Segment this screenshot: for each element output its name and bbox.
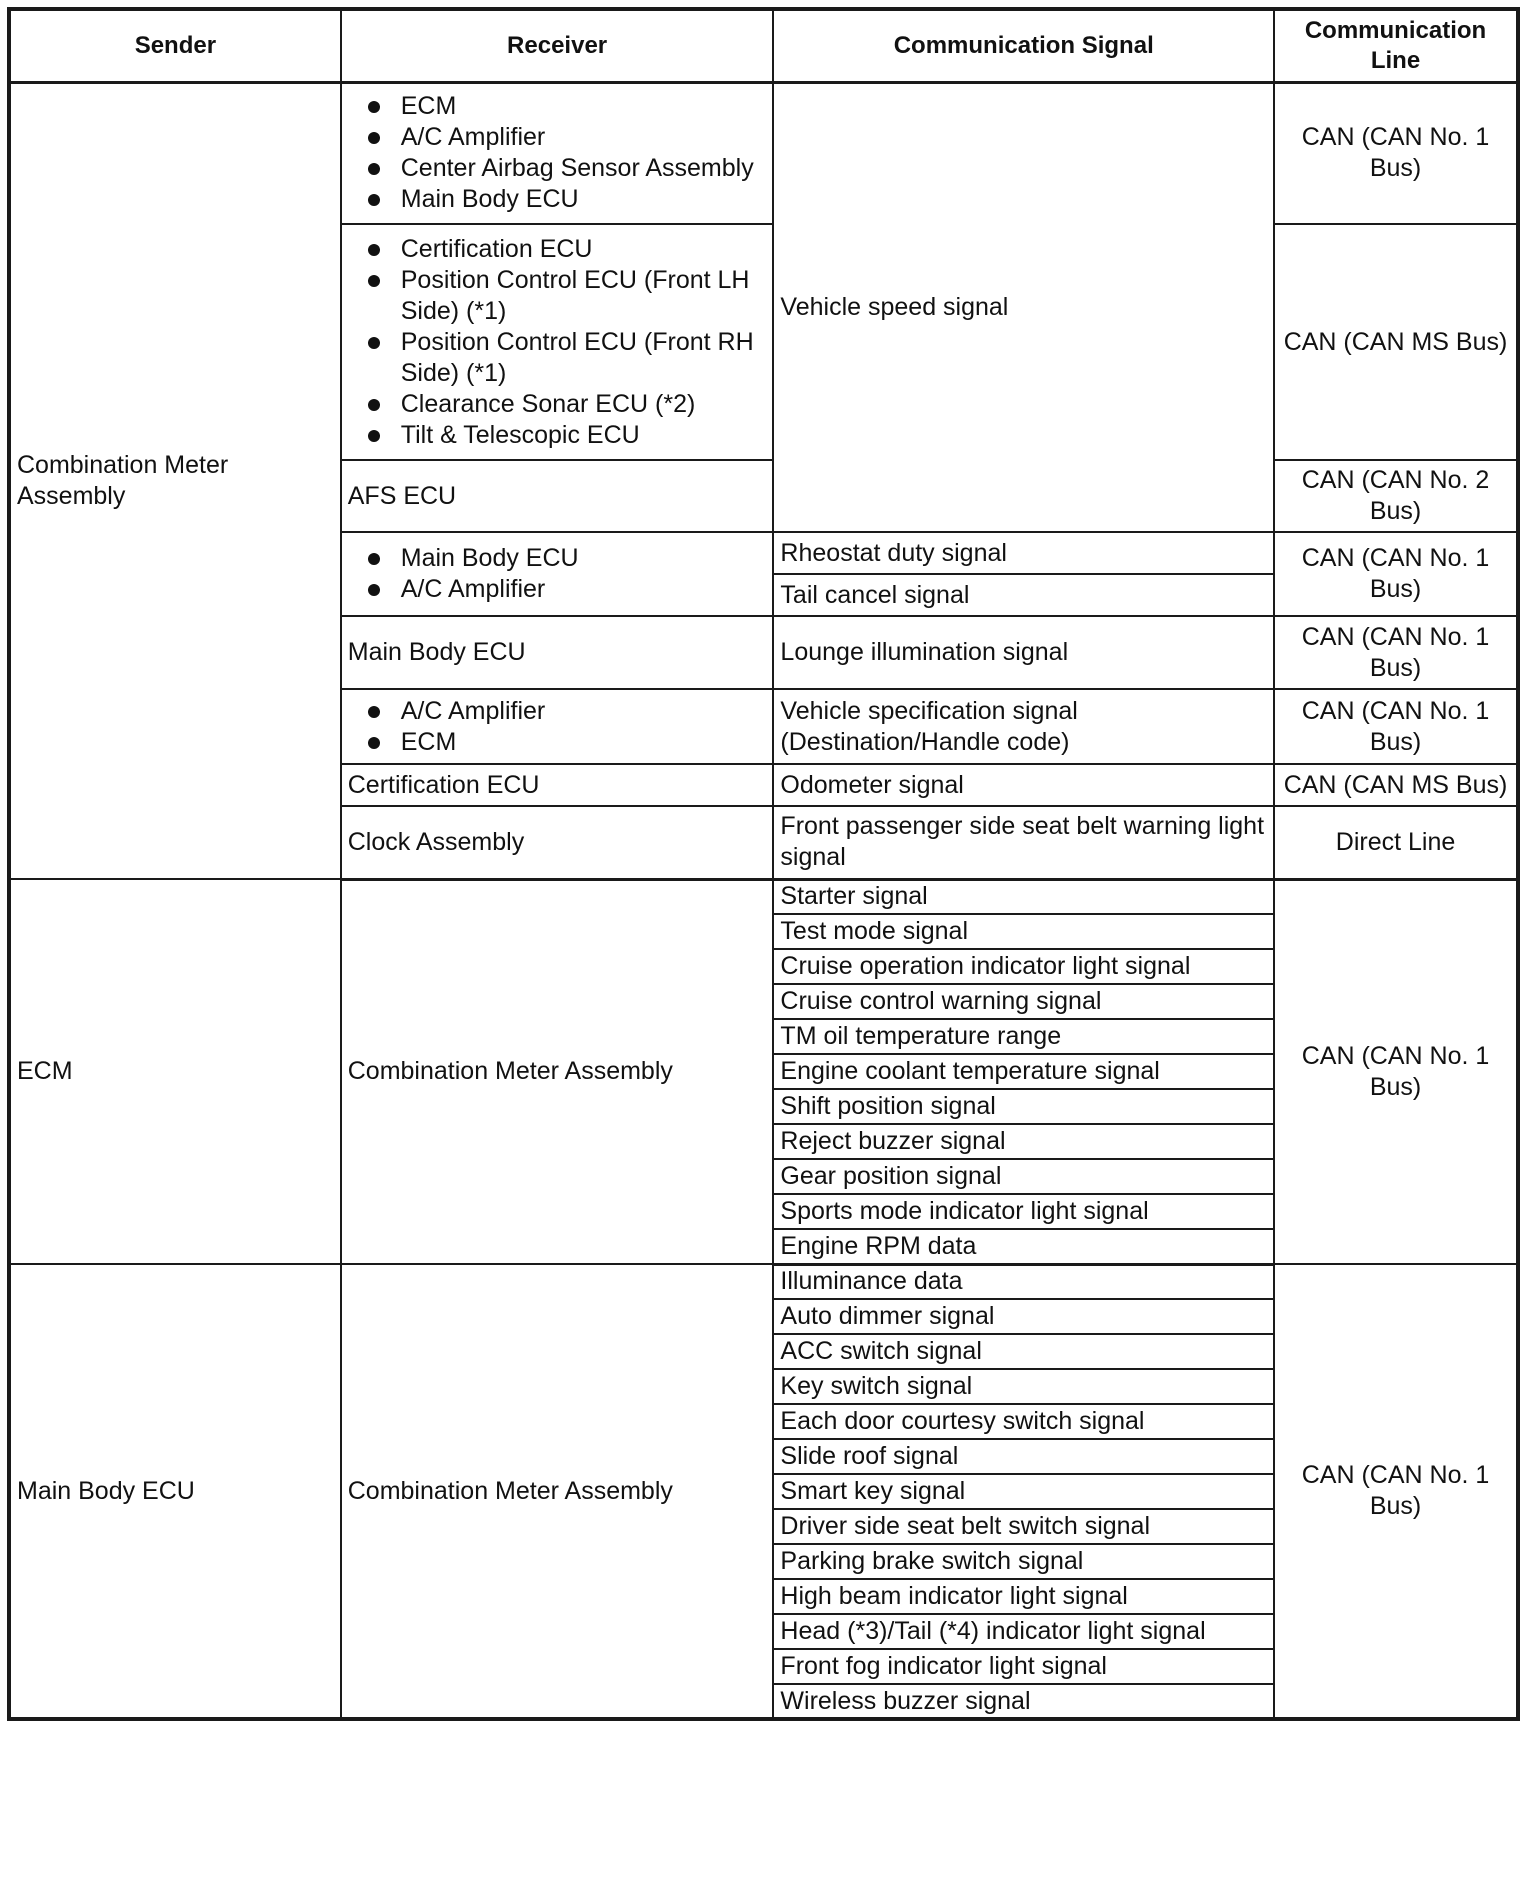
receiver-cell: Clock Assembly: [341, 806, 774, 879]
bullet-icon: [368, 337, 380, 349]
bullet-icon: [368, 163, 380, 175]
main-body-group: [9, 1264, 1518, 1719]
list-item: Main Body ECU: [348, 543, 767, 574]
receiver-cell: [341, 532, 774, 616]
signal-cell: High beam indicator light signal: [773, 1579, 1274, 1614]
signal-cell: Sports mode indicator light signal: [773, 1194, 1274, 1229]
signal-cell: Tail cancel signal: [773, 574, 1274, 616]
signal-cell: Starter signal: [773, 879, 1274, 914]
receiver-list: [348, 234, 767, 451]
communication-table: [7, 7, 1520, 1721]
signal-cell: Key switch signal: [773, 1369, 1274, 1404]
signal-cell: Vehicle speed signal: [773, 82, 1274, 532]
sender-cell: Main Body ECU: [9, 1264, 341, 1719]
line-cell: CAN (CAN No. 1 Bus): [1274, 616, 1518, 689]
bullet-icon: [368, 132, 380, 144]
receiver-list: [348, 91, 767, 215]
signal-cell: Reject buzzer signal: [773, 1124, 1274, 1159]
signal-cell: Odometer signal: [773, 764, 1274, 806]
bullet-icon: [368, 737, 380, 749]
list-item: Position Control ECU (Front RH Side) (*1): [348, 327, 767, 389]
bullet-icon: [368, 706, 380, 718]
header-row: [9, 9, 1518, 82]
header-receiver: Receiver: [341, 9, 774, 82]
receiver-cell: [341, 224, 774, 460]
bullet-icon: [368, 553, 380, 565]
list-item: Main Body ECU: [348, 184, 767, 215]
sender-cell: Combination Meter Assembly: [9, 82, 341, 879]
bullet-icon: [368, 399, 380, 411]
header-communication-signal: Communication Signal: [773, 9, 1274, 82]
list-item: Tilt & Telescopic ECU: [348, 420, 767, 451]
receiver-cell: [341, 82, 774, 224]
line-cell: CAN (CAN No. 1 Bus): [1274, 1264, 1518, 1719]
signal-cell: Test mode signal: [773, 914, 1274, 949]
bullet-icon: [368, 584, 380, 596]
signal-cell: Each door courtesy switch signal: [773, 1404, 1274, 1439]
signal-cell: Driver side seat belt switch signal: [773, 1509, 1274, 1544]
table-row: [9, 82, 1518, 224]
signal-cell: Head (*3)/Tail (*4) indicator light signal: [773, 1614, 1274, 1649]
signal-cell: Rheostat duty signal: [773, 532, 1274, 574]
signal-cell: Wireless buzzer signal: [773, 1684, 1274, 1719]
header-communication-line: Communication Line: [1274, 9, 1518, 82]
signal-cell: Cruise operation indicator light signal: [773, 949, 1274, 984]
signal-cell: Auto dimmer signal: [773, 1299, 1274, 1334]
signal-cell: ACC switch signal: [773, 1334, 1274, 1369]
receiver-list: [348, 543, 767, 605]
header-sender: Sender: [9, 9, 341, 82]
list-item: Position Control ECU (Front LH Side) (*1): [348, 265, 767, 327]
bullet-icon: [368, 194, 380, 206]
list-item: A/C Amplifier: [348, 122, 767, 153]
receiver-cell: Combination Meter Assembly: [341, 879, 774, 1264]
line-cell: CAN (CAN No. 1 Bus): [1274, 879, 1518, 1264]
bullet-icon: [368, 244, 380, 256]
line-cell: Direct Line: [1274, 806, 1518, 879]
signal-cell: Front fog indicator light signal: [773, 1649, 1274, 1684]
line-cell: CAN (CAN No. 1 Bus): [1274, 82, 1518, 224]
signal-cell: Parking brake switch signal: [773, 1544, 1274, 1579]
table-row: [9, 879, 1518, 914]
table-row: [9, 1264, 1518, 1299]
list-item: Clearance Sonar ECU (*2): [348, 389, 767, 420]
line-cell: CAN (CAN No. 1 Bus): [1274, 689, 1518, 764]
bullet-icon: [368, 275, 380, 287]
list-item: A/C Amplifier: [348, 574, 767, 605]
receiver-cell: Combination Meter Assembly: [341, 1264, 774, 1719]
signal-cell: Engine coolant temperature signal: [773, 1054, 1274, 1089]
receiver-cell: Certification ECU: [341, 764, 774, 806]
line-cell: CAN (CAN No. 1 Bus): [1274, 532, 1518, 616]
line-cell: CAN (CAN MS Bus): [1274, 224, 1518, 460]
signal-cell: Lounge illumination signal: [773, 616, 1274, 689]
list-item: ECM: [348, 91, 767, 122]
receiver-cell: AFS ECU: [341, 460, 774, 532]
line-cell: CAN (CAN No. 2 Bus): [1274, 460, 1518, 532]
receiver-cell: Main Body ECU: [341, 616, 774, 689]
signal-cell: Illuminance data: [773, 1264, 1274, 1299]
signal-cell: Cruise control warning signal: [773, 984, 1274, 1019]
receiver-cell: [341, 689, 774, 764]
list-item: Certification ECU: [348, 234, 767, 265]
bullet-icon: [368, 101, 380, 113]
signal-cell: Front passenger side seat belt warning light signal: [773, 806, 1274, 879]
list-item: Center Airbag Sensor Assembly: [348, 153, 767, 184]
signal-cell: Vehicle specification signal (Destination/Handle code): [773, 689, 1274, 764]
receiver-list: [348, 696, 767, 758]
sender-cell: ECM: [9, 879, 341, 1264]
list-item: ECM: [348, 727, 767, 758]
bullet-icon: [368, 430, 380, 442]
line-cell: CAN (CAN MS Bus): [1274, 764, 1518, 806]
ecm-group: [9, 879, 1518, 1264]
signal-cell: TM oil temperature range: [773, 1019, 1274, 1054]
signal-cell: Slide roof signal: [773, 1439, 1274, 1474]
signal-cell: Smart key signal: [773, 1474, 1274, 1509]
signal-cell: Shift position signal: [773, 1089, 1274, 1124]
signal-cell: Engine RPM data: [773, 1229, 1274, 1264]
list-item: A/C Amplifier: [348, 696, 767, 727]
signal-cell: Gear position signal: [773, 1159, 1274, 1194]
